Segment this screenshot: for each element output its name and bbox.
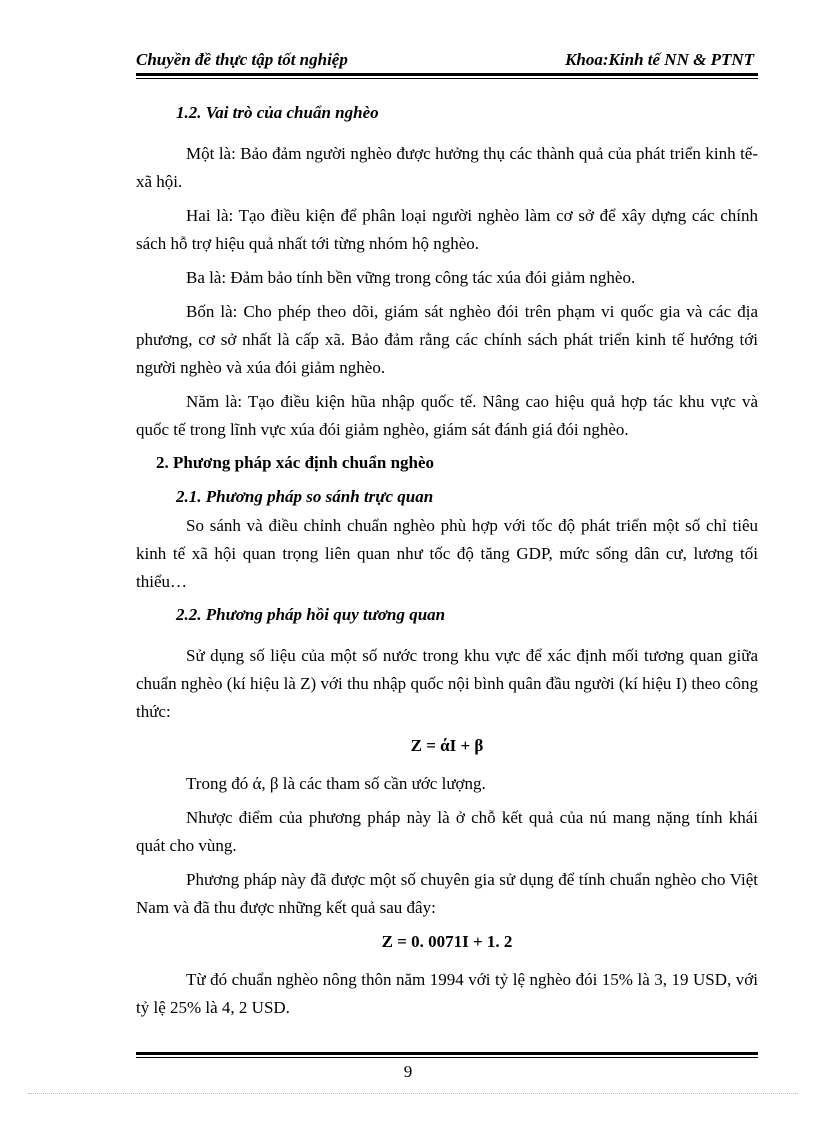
- page-body: [136, 100, 758, 1028]
- paragraph-mot-la: Một là: Bảo đảm người nghèo được hưởng thụ các thành quả của phát triển kinh tế- xã hội.: [136, 144, 758, 191]
- section-2-2-heading: 2.2. Phương pháp hồi quy tương quan: [176, 605, 446, 624]
- footer-rule-thin: [136, 1057, 758, 1058]
- section-2-1-heading: 2.1. Phương pháp so sánh trực quan: [176, 487, 434, 506]
- formula-regression: Z = άI + β: [410, 736, 484, 755]
- paragraph-tu-do: Từ đó chuẩn nghèo nông thôn năm 1994 với tỷ lệ nghèo đói 15% là 3, 19 USD, với tỷ lệ 25% là 4, 2 USD.: [136, 970, 758, 1017]
- header-rule-thin: [136, 78, 758, 79]
- page-edge-dotted-line: [28, 1093, 798, 1094]
- header-left-title: Chuyền đề thực tập tốt nghiệp: [136, 50, 348, 69]
- formula-result: Z = 0. 0071I + 1. 2: [381, 932, 513, 951]
- paragraph-bon-la: Bốn là: Cho phép theo dõi, giám sát nghèo đói trên phạm vi quốc gia và các địa phương, cơ sở nhất là cấp xã. Bảo đảm rằng các chính sách phát triển kinh tế hướng tới người nghèo và xúa đói giảm nghèo.: [136, 302, 758, 377]
- section-1-2-heading: 1.2. Vai trò của chuẩn nghèo: [176, 103, 379, 122]
- paragraph-nam-la: Năm là: Tạo điều kiện hũa nhập quốc tế. Nâng cao hiệu quả hợp tác khu vực và quốc tế trong lĩnh vực xúa đói giảm nghèo, giám sát đánh giá đói nghèo.: [136, 392, 758, 439]
- section-2-heading: 2. Phương pháp xác định chuẩn nghèo: [156, 453, 435, 472]
- footer-rule-thick: [136, 1052, 758, 1055]
- page-header: [136, 48, 758, 74]
- paragraph-hai-la: Hai là: Tạo điều kiện để phân loại người nghèo làm cơ sở để xây dựng các chính sách hỗ trợ hiệu quả nhất tới từng nhóm hộ nghèo.: [136, 206, 758, 253]
- paragraph-ba-la: Ba là: Đảm bảo tính bền vững trong công tác xúa đói giảm nghèo.: [186, 268, 636, 287]
- paragraph-so-sanh: So sánh và điều chỉnh chuẩn nghèo phù hợp với tốc độ phát triển một số chỉ tiêu kinh tế xã hội quan trọng liên quan như tốc độ tăng GDP, mức sống dân cư, lương tối thiểu…: [136, 516, 758, 591]
- header-right-title: Khoa:Kinh tế NN & PTNT: [565, 50, 754, 69]
- paragraph-phuong-phap: Phương pháp này đã được một số chuyên gia sử dụng để tính chuẩn nghèo cho Việt Nam và đã thu được những kết quả sau đây:: [136, 870, 758, 917]
- header-rule-thick: [136, 73, 758, 76]
- paragraph-nhuoc-diem: Nhược điểm của phương pháp này là ở chỗ kết quả của nú mang nặng tính khái quát cho vùng.: [136, 808, 758, 855]
- paragraph-trong-do: Trong đó ά, β là các tham số cần ước lượng.: [186, 774, 486, 793]
- page-number: 9: [403, 1062, 413, 1081]
- paragraph-su-dung: Sử dụng số liệu của một số nước trong khu vực để xác định mối tương quan giữa chuẩn nghèo (kí hiệu là Z) với thu nhập quốc nội bình quân đầu người (kí hiệu I) theo công thức:: [136, 646, 758, 721]
